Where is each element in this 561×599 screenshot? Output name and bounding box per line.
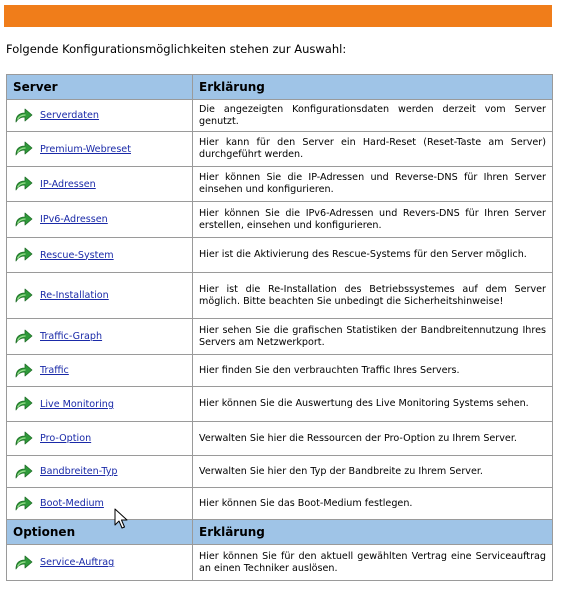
green-arrow-icon: [13, 328, 33, 346]
row-description: Verwalten Sie hier den Typ der Bandbreite zu Ihrem Server.: [193, 456, 553, 488]
row-description: Hier können Sie die Auswertung des Live Monitoring Systems sehen.: [193, 387, 553, 422]
table-row: [7, 456, 553, 488]
row-link-cell: [7, 355, 193, 387]
link-live-monitoring[interactable]: Live Monitoring: [40, 398, 114, 410]
section-header-col2: Erklärung: [193, 75, 553, 100]
section-header-col1: Server: [7, 75, 193, 100]
table-row: [7, 319, 553, 355]
section-header-col2: Erklärung: [193, 520, 553, 545]
link-traffic-graph[interactable]: Traffic-Graph: [40, 331, 103, 342]
row-description: Hier ist die Aktivierung des Rescue-Systems für den Server möglich.: [193, 238, 553, 273]
green-arrow-icon: [13, 107, 33, 125]
row-description: Hier können Sie die IPv6-Adressen und Revers-DNS für Ihren Server erstellen, einsehen und konfigurieren.: [193, 202, 553, 238]
table-row: [7, 355, 553, 387]
row-link-cell: [7, 273, 193, 319]
intro-text: Folgende Konfigurationsmöglichkeiten stehen zur Auswahl:: [6, 42, 347, 56]
row-link-cell: [7, 202, 193, 238]
link-serverdaten[interactable]: Serverdaten: [40, 110, 100, 121]
link-traffic[interactable]: Traffic: [40, 365, 69, 376]
table-row: [7, 132, 553, 167]
configuration-table: [6, 74, 553, 581]
green-arrow-icon: [13, 246, 33, 264]
row-description: Hier können Sie für den aktuell gewählten Vertrag eine Serviceauftrag an einen Techniker auslösen.: [193, 545, 553, 581]
table-row: [7, 545, 553, 581]
green-arrow-icon: [13, 287, 33, 305]
link-rescue-system[interactable]: Rescue-System: [40, 249, 114, 261]
contract-details-header: [4, 5, 552, 46]
link-re-installation[interactable]: Re-Installation: [40, 290, 109, 301]
link-premium-webreset[interactable]: Premium-Webreset: [40, 143, 131, 155]
green-arrow-icon: [13, 430, 33, 448]
table-row: [7, 422, 553, 456]
green-arrow-icon: [13, 175, 33, 193]
green-arrow-icon: [13, 362, 33, 380]
section-header-col1: Optionen: [7, 520, 193, 545]
green-arrow-icon: [13, 211, 33, 229]
table-row: [7, 202, 553, 238]
table-row: [7, 167, 553, 202]
green-arrow-icon: [13, 463, 33, 481]
green-arrow-icon: [13, 140, 33, 158]
green-arrow-icon: [13, 554, 33, 572]
link-ip-adressen[interactable]: IP-Adressen: [40, 178, 96, 190]
green-arrow-icon: [13, 495, 33, 513]
section-header-row: [7, 75, 553, 100]
row-link-cell: [7, 100, 193, 132]
section-header-row: [7, 520, 553, 545]
row-link-cell: [7, 545, 193, 581]
table-row: [7, 387, 553, 422]
row-description: Hier sehen Sie die grafischen Statistiken der Bandbreitennutzung Ihres Servers am Netzwerkport.: [193, 319, 553, 355]
link-pro-option[interactable]: Pro-Option: [40, 433, 92, 444]
row-link-cell: [7, 488, 193, 520]
row-link-cell: [7, 319, 193, 355]
row-description: Hier finden Sie den verbrauchten Traffic Ihres Servers.: [193, 355, 553, 387]
green-arrow-icon: [13, 395, 33, 413]
link-bandbreiten-typ[interactable]: Bandbreiten-Typ: [40, 466, 118, 477]
row-description: Hier kann für den Server ein Hard-Reset (Reset-Taste am Server) durchgeführt werden.: [193, 132, 553, 167]
row-link-cell: [7, 387, 193, 422]
row-description: Hier ist die Re-Installation des Betriebssystemes auf dem Server möglich. Bitte beachten Sie unbedingt die Sicherheitshinweise!: [193, 273, 553, 319]
row-link-cell: [7, 456, 193, 488]
table-row: [7, 100, 553, 132]
row-description: Die angezeigten Konfigurationsdaten werden derzeit vom Server genutzt.: [193, 100, 553, 132]
row-description: Hier können Sie die IP-Adressen und Reverse-DNS für Ihren Server einsehen und konfigurieren.: [193, 167, 553, 202]
row-link-cell: [7, 132, 193, 167]
row-link-cell: [7, 422, 193, 456]
table-row: [7, 273, 553, 319]
table-row: [7, 488, 553, 520]
row-description: Verwalten Sie hier die Ressourcen der Pro-Option zu Ihrem Server.: [193, 422, 553, 456]
link-ipv6-adressen[interactable]: IPv6-Adressen: [40, 214, 108, 225]
link-service-auftrag[interactable]: Service-Auftrag: [40, 557, 115, 568]
mouse-pointer-icon: [114, 508, 130, 530]
contract-details-title: Details zum Vertrag (Vertrags-Nr. ): [20, 30, 321, 46]
row-link-cell: [7, 238, 193, 273]
row-link-cell: [7, 167, 193, 202]
row-description: Hier können Sie das Boot-Medium festlegen.: [193, 488, 553, 520]
table-row: [7, 238, 553, 273]
link-boot-medium[interactable]: Boot-Medium: [40, 498, 104, 509]
